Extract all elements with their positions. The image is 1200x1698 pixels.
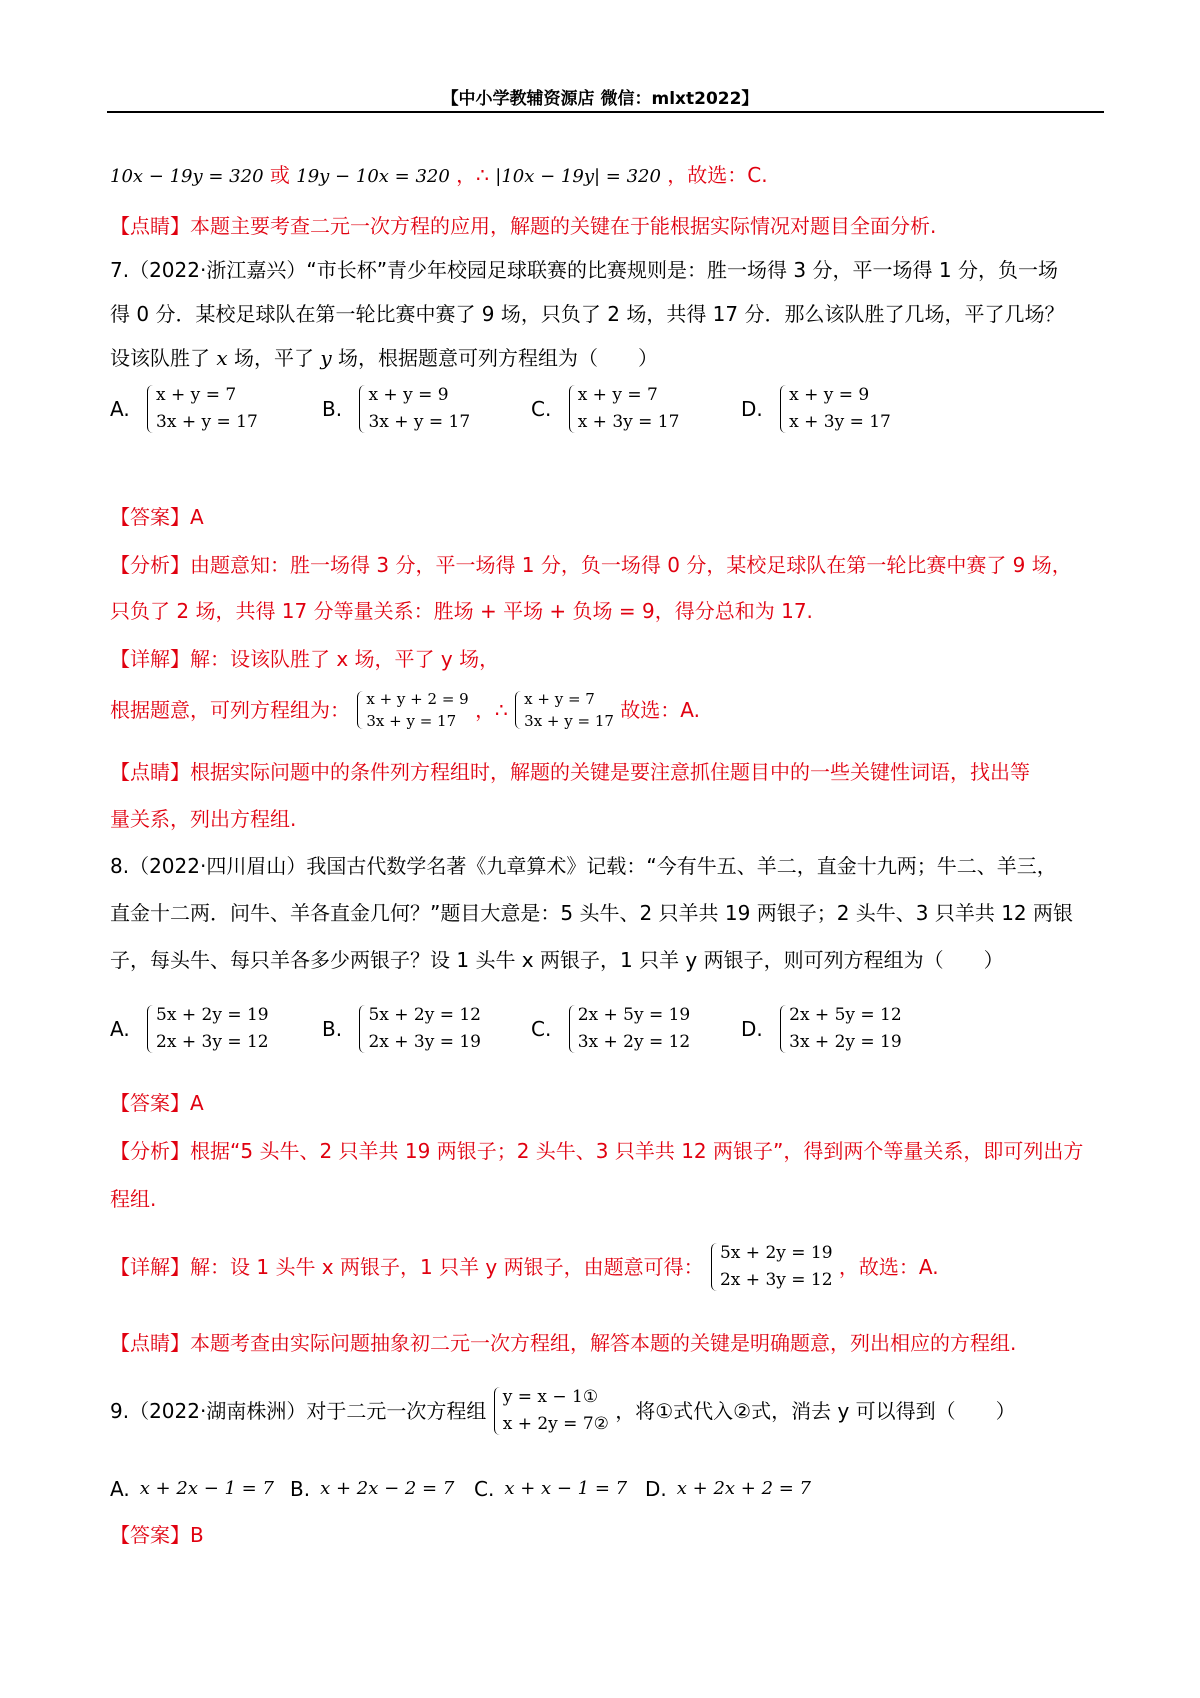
equation-system: x + y = 7 3x + y = 17 <box>146 382 258 436</box>
equation-system: x + y = 9 3x + y = 17 <box>358 382 470 436</box>
option-label: A. <box>110 1017 130 1041</box>
q8-xiangjie <box>110 1240 939 1294</box>
option-equation: x + x − 1 = 7 <box>504 1478 628 1499</box>
dianjing-text: 根据实际问题中的条件列方程组时，解题的关键是要注意抓住题目中的一些关键性词语，找出等 <box>190 760 1030 784</box>
solution-tag: 【详解】 <box>110 1255 190 1279</box>
q7-line-3 <box>110 345 658 371</box>
q9-text-a: 9.（2022·湖南株洲）对于二元一次方程组 <box>110 1399 487 1423</box>
choose-text: 故选：A. <box>620 698 700 722</box>
equation-system: x + y = 9 x + 3y = 17 <box>779 382 891 436</box>
q9-option-a[interactable] <box>110 1475 274 1501</box>
dianjing-tag: 【点睛】 <box>110 214 190 238</box>
analysis-text: 由题意知：胜一场得 3 分，平一场得 1 分，负一场得 0 分，某校足球队在第一轮比赛中赛了 9 场， <box>190 553 1072 577</box>
option-label: C. <box>531 397 552 421</box>
q9-answer <box>110 1522 204 1548</box>
var-x: x <box>216 346 228 370</box>
q7-dianjing-1 <box>110 759 1030 785</box>
q7-text-a: 设该队胜了 <box>110 346 210 370</box>
q8-line-1: 8.（2022·四川眉山）我国古代数学名著《九章算术》记载：“今有牛五、羊二，直金十九两；牛二、羊三， <box>110 854 1057 878</box>
solution-text: 解：设 1 头牛 x 两银子，1 只羊 y 两银子，由题意可得： <box>190 1255 704 1279</box>
option-label: D. <box>741 1017 763 1041</box>
q8-option-b[interactable] <box>322 1002 481 1056</box>
q8-fenxi-2: 程组. <box>110 1187 157 1211</box>
option-label: C. <box>474 1476 495 1501</box>
q8-line-3: 子，每头牛、每只羊各多少两银子？设 1 头牛 x 两银子，1 只羊 y 两银子，则可列方程组为（ ） <box>110 948 1004 972</box>
option-label: D. <box>741 397 763 421</box>
dianjing-tag: 【点睛】 <box>110 760 190 784</box>
analysis-tag: 【分析】 <box>110 553 190 577</box>
dianjing-6 <box>110 213 936 239</box>
option-label: D. <box>645 1476 667 1501</box>
q7-text-b: 场，平了 <box>234 346 314 370</box>
q8-answer <box>110 1090 204 1116</box>
equation-system: x + y + 2 = 9 3x + y = 17 <box>356 688 468 732</box>
header-rule <box>107 111 1104 113</box>
equation-1: 10x − 19y = 320 <box>110 166 264 187</box>
equation-system: y = x − 1① x + 2y = 7② <box>493 1384 609 1438</box>
dianjing-text: 本题考查由实际问题抽象初二元一次方程组，解答本题的关键是明确题意，列出相应的方程组. <box>190 1331 1017 1355</box>
q8-fenxi-1 <box>110 1138 1083 1164</box>
q7-fenxi-1 <box>110 552 1072 578</box>
q7-answer <box>110 504 204 530</box>
equation-system: 2x + 5y = 12 3x + 2y = 19 <box>779 1002 902 1056</box>
answer-tag: 【答案】 <box>110 1091 190 1115</box>
q7-option-b[interactable] <box>322 382 470 436</box>
answer-value: A <box>190 505 204 529</box>
q8-option-c[interactable] <box>531 1002 690 1056</box>
q7-line-2: 得 0 分．某校足球队在第一轮比赛中赛了 9 场，只负了 2 场，共得 17 分．那么该队胜了几场，平了几场？ <box>110 302 1065 326</box>
dianjing-text: 本题主要考查二元一次方程的应用，解题的关键在于能根据实际情况对题目全面分析. <box>190 214 937 238</box>
q7-xiangjie-1 <box>110 646 499 672</box>
q8-option-a[interactable] <box>110 1002 269 1056</box>
q9-option-d[interactable] <box>645 1475 811 1501</box>
option-equation: x + 2x + 2 = 7 <box>676 1478 812 1499</box>
q9-option-b[interactable] <box>290 1475 454 1501</box>
q7-option-c[interactable] <box>531 382 679 436</box>
therefore-text: ，∴ <box>475 698 508 722</box>
option-equation: x + 2x − 2 = 7 <box>320 1478 455 1499</box>
q7-fenxi-2: 只负了 2 场，共得 17 分等量关系：胜场 + 平场 + 负场 = 9，得分总和为 17. <box>110 599 813 623</box>
equation-system: 2x + 5y = 19 3x + 2y = 12 <box>568 1002 691 1056</box>
page-header: 【中小学教辅资源店 微信：mlxt2022】 <box>441 89 759 109</box>
analysis-tag: 【分析】 <box>110 1139 190 1163</box>
dianjing-tag: 【点睛】 <box>110 1331 190 1355</box>
q7-option-a[interactable] <box>110 382 258 436</box>
q9-line-1 <box>110 1384 1016 1438</box>
q8-dianjing <box>110 1330 1016 1356</box>
solution-text: 解：设该队胜了 x 场，平了 y 场， <box>190 647 500 671</box>
q7-xiangjie-2 <box>110 688 700 732</box>
answer-tag: 【答案】 <box>110 1523 190 1547</box>
option-label: A. <box>110 397 130 421</box>
q8-line-2: 直金十二两．问牛、羊各直金几何？”题目大意是：5 头牛、2 只羊共 19 两银子；2 头牛、3 只羊共 12 两银 <box>110 901 1074 925</box>
q8-option-d[interactable] <box>741 1002 902 1056</box>
option-label: B. <box>290 1476 311 1501</box>
answer-value: A <box>190 1091 204 1115</box>
choose-text: ，故选：C. <box>667 163 768 187</box>
option-label: B. <box>322 1017 343 1041</box>
solution-tag: 【详解】 <box>110 647 190 671</box>
equation-system: x + y = 7 x + 3y = 17 <box>568 382 680 436</box>
q7-dianjing-2: 量关系，列出方程组. <box>110 807 297 831</box>
prev-answer-line <box>110 162 768 190</box>
equation-3: |10x − 19y| = 320 <box>495 166 661 187</box>
analysis-text: 根据“5 头牛、2 只羊共 19 两银子；2 头牛、3 只羊共 12 两银子”，得到两个等量关系，即可列出方 <box>190 1139 1084 1163</box>
option-label: B. <box>322 397 343 421</box>
solution-text: 根据题意，可列方程组为： <box>110 698 350 722</box>
q7-option-d[interactable] <box>741 382 891 436</box>
equation-2: 19y − 10x = 320 <box>296 166 450 187</box>
q9-option-c[interactable] <box>474 1475 627 1501</box>
therefore-text: ，∴ <box>456 163 489 187</box>
option-equation: x + 2x − 1 = 7 <box>139 1478 274 1499</box>
answer-value: B <box>190 1523 204 1547</box>
equation-system: 5x + 2y = 19 2x + 3y = 12 <box>710 1240 833 1294</box>
equation-system: 5x + 2y = 19 2x + 3y = 12 <box>146 1002 269 1056</box>
q9-text-b: ，将①式代入②式，消去 y 可以得到（ ） <box>615 1399 1016 1423</box>
equation-system: x + y = 7 3x + y = 17 <box>514 688 614 732</box>
option-label: C. <box>531 1017 552 1041</box>
answer-tag: 【答案】 <box>110 505 190 529</box>
var-y: y <box>320 346 332 370</box>
equation-system: 5x + 2y = 12 2x + 3y = 19 <box>358 1002 481 1056</box>
q7-text-c: 场，根据题意可列方程组为（ ） <box>338 346 659 370</box>
option-label: A. <box>110 1476 130 1501</box>
or-text: 或 <box>269 163 290 187</box>
q7-line-1: 7.（2022·浙江嘉兴）“市长杯”青少年校园足球联赛的比赛规则是：胜一场得 3 分，平一场得 1 分，负一场 <box>110 258 1058 282</box>
choose-text: ，故选：A. <box>838 1255 939 1279</box>
